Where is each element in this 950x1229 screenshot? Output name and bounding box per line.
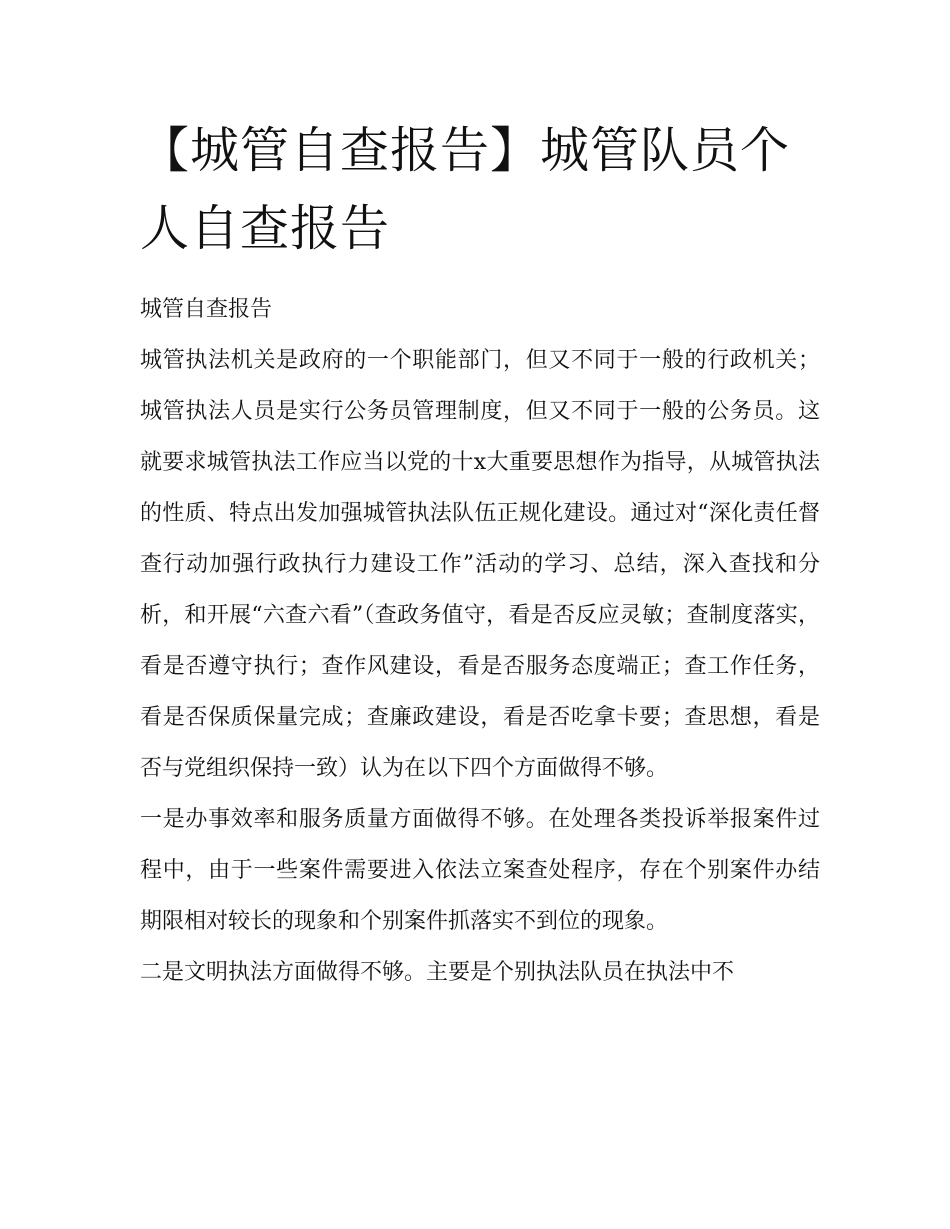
- document-page: [140, 112, 820, 998]
- paragraph-intro: 城管执法机关是政府的一个职能部门，但又不同于一般的行政机关；城管执法人员是实行公务员管理制度，但又不同于一般的公务员。这就要求城管执法工作应当以党的十x大重要思想作为指导，从城管执法的性质、特点出发加强城管执法队伍正规化建设。通过对“深化责任督查行动加强行政执行力建设工作”活动的学习、总结，深入查找和分析，和开展“六查六看”（查政务值守，看是否反应灵敏；查制度落实，看是否遵守执行；查作风建设，看是否服务态度端正；查工作任务，看是否保质保量完成；查廉政建设，看是否吃拿卡要；查思想，看是否与党组织保持一致）认为在以下四个方面做得不够。: [140, 348, 820, 781]
- paragraph-point-one: 一是办事效率和服务质量方面做得不够。在处理各类投诉举报案件过程中，由于一些案件需要进入依法立案查处程序，存在个别案件办结期限相对较长的现象和个别案件抓落实不到位的现象。: [140, 807, 820, 934]
- paragraph-point-two: 二是文明执法方面做得不够。主要是个别执法队员在执法中不: [140, 960, 735, 985]
- document-title: 【城管自查报告】城管队员个人自查报告: [140, 122, 791, 257]
- document-subtitle: 城管自查报告: [140, 297, 273, 322]
